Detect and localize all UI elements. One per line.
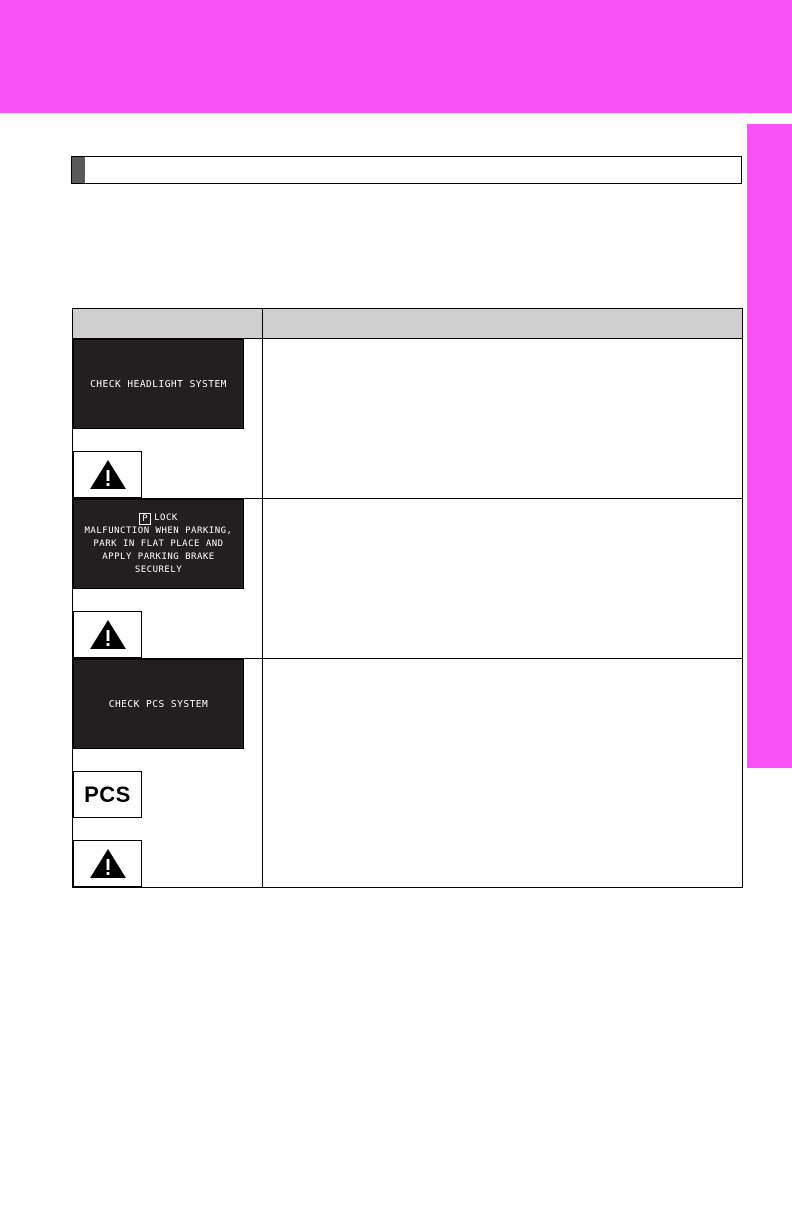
row-display-cell <box>73 339 263 499</box>
display-message-line: LOCK <box>154 512 178 523</box>
row-display-cell <box>73 659 263 888</box>
multi-information-display-panel <box>73 499 244 589</box>
triangle-glyph <box>89 618 127 651</box>
multi-information-display-panel <box>73 659 244 749</box>
row-details-cell <box>263 659 743 888</box>
triangle-glyph <box>89 847 127 880</box>
display-message-line: CHECK HEADLIGHT SYSTEM <box>90 378 227 390</box>
edge-tab-upper <box>747 124 792 694</box>
top-banner <box>0 0 792 113</box>
table-row <box>73 499 743 659</box>
table-row <box>73 659 743 888</box>
pcs-indicator-icon: PCS <box>73 771 142 818</box>
edge-tab-lower <box>747 694 792 768</box>
display-message-line: PARK IN FLAT PLACE AND <box>93 538 224 549</box>
triangle-glyph <box>89 458 127 491</box>
row-details-cell <box>263 499 743 659</box>
table-row <box>73 339 743 499</box>
column-header-display <box>73 309 263 339</box>
section-heading <box>71 156 742 184</box>
display-message-line: APPLY PARKING BRAKE SECURELY <box>102 551 215 575</box>
table-header-row <box>73 309 743 339</box>
warning-message-table <box>72 308 743 888</box>
display-message-line: MALFUNCTION WHEN PARKING, <box>84 525 233 536</box>
master-warning-triangle-icon <box>73 611 142 658</box>
section-heading-marker <box>72 157 85 183</box>
row-details-cell <box>263 339 743 499</box>
multi-information-display-panel <box>73 339 244 429</box>
park-badge-icon: P <box>139 513 151 525</box>
column-header-details <box>263 309 743 339</box>
row-display-cell <box>73 499 263 659</box>
display-message-line: CHECK PCS SYSTEM <box>108 698 209 710</box>
master-warning-triangle-icon <box>73 840 142 887</box>
master-warning-triangle-icon <box>73 451 142 498</box>
